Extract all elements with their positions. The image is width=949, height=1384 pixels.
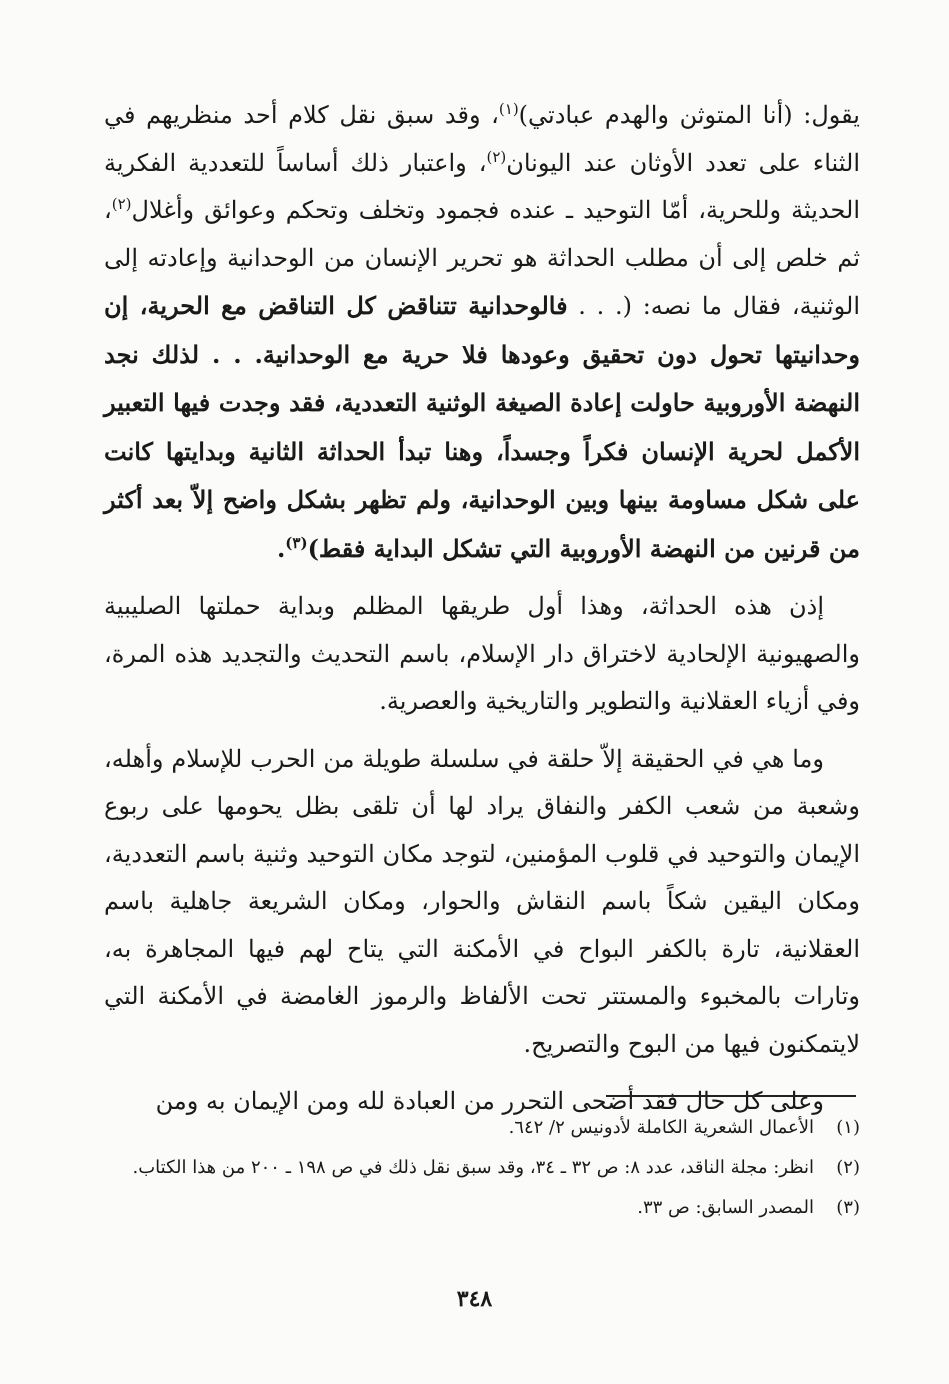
- footnote-divider: [606, 1095, 856, 1097]
- main-text: [104, 92, 860, 1126]
- footnote-3: [104, 1188, 860, 1228]
- p1-intro-4: ، ثم خلص إلى أن مطلب الحداثة هو تحرير الإنسان من الوحدانية وإعادته إلى الوثنية، فقال ما نصه: (. . .: [104, 196, 860, 320]
- paragraph-3: وما هي في الحقيقة إلاّ حلقة في سلسلة طويلة من الحرب للإسلام وأهله، وشعبة من شعب الكفر والنفاق يراد لها أن تلقى بظل يحومها على ربوع الإيمان والتوحيد في قلوب المؤمنين، لتوجد مكان التوحيد وثنية باسم التعددية، ومكان اليقين شكاً باسم النقاش والحوار، ومكان الشريعة جاهلية باسم العقلانية، تارة بالكفر البواح في الأمكنة التي يتاح لهم فيها المجاهرة به، وتارات بالمخبوء والمستتر تحت الألفاظ والرموز الغامضة في الأمكنة التي لايتمكنون فيها من البوح والتصريح.: [104, 744, 860, 1058]
- footnote-number: (٣): [836, 1197, 860, 1218]
- footnote-text: الأعمال الشعرية الكاملة لأدونيس ٢/ ٦٤٢.: [508, 1117, 814, 1138]
- footnote-ref-3[interactable]: (٣): [285, 533, 308, 552]
- paragraph-2: إذن هذه الحداثة، وهذا أول طريقها المظلم وبداية حملتها الصليبية والصهيونية الإلحادية لاختراق دار الإسلام، باسم التحديث والتجديد هذه المرة، وفي أزياء العقلانية والتطوير والتاريخية والعصرية.: [104, 592, 860, 715]
- footnote-number: (٢): [836, 1157, 860, 1178]
- footnote-2: [104, 1148, 860, 1188]
- paragraph-1: [104, 92, 860, 573]
- page-number: ٣٤٨: [456, 1286, 493, 1312]
- footnote-text: المصدر السابق: ص ٣٣.: [637, 1197, 814, 1218]
- footnote-ref-2[interactable]: (٢): [486, 147, 507, 166]
- bold-quote: فالوحدانية تتناقض كل التناقض مع الحرية، إن وحدانيتها تحول دون تحقيق وعودها فلا حرية مع الوحدانية. . . لذلك نجد النهضة الأوروبية حاولت إعادة الصيغة الوثنية التعددية، فقد وجدت فيها التعبير الأكمل لحرية الإنسان فكراً وجسداً، وهنا تبدأ الحداثة الثانية وبدايتها كانت على شكل مساومة بينها وبين الوحدانية، ولم تظهر بشكل واضح إلاّ بعد أكثر من قرنين من النهضة الأوروبية التي تشكل البداية فقط): [104, 291, 860, 563]
- paragraph-4: وعلى كل حال فقد أضحى التحرر من العبادة لله ومن الإيمان به ومن: [155, 1087, 824, 1115]
- p1-intro-3: ، واعتبار ذلك أساساً للتعددية الفكرية الحديثة وللحرية، أمّا التوحيد ـ عنده فجمود وتخلف وتحكم وعوائق وأغلال: [104, 148, 860, 224]
- footnote-ref-1[interactable]: (١): [498, 100, 519, 118]
- p1-intro-2: ، وقد سبق نقل كلام أحد منظريهم في الثناء على تعدد الأوثان عند اليونان: [104, 101, 860, 177]
- footnote-text: انظر: مجلة الناقد، عدد ٨: ص ٣٢ ـ ٣٤، وقد سبق نقل ذلك في ص ١٩٨ ـ ٢٠٠ من هذا الكتاب.: [132, 1157, 814, 1178]
- p1-intro-1: يقول: (أنا المتوثن والهدم عبادتي): [518, 101, 860, 129]
- footnote-number: (١): [836, 1117, 860, 1138]
- footnotes: [104, 1108, 860, 1228]
- footnote-1: [104, 1108, 860, 1148]
- footnote-ref-2b[interactable]: (٢): [111, 195, 132, 213]
- p1-end: .: [276, 533, 286, 563]
